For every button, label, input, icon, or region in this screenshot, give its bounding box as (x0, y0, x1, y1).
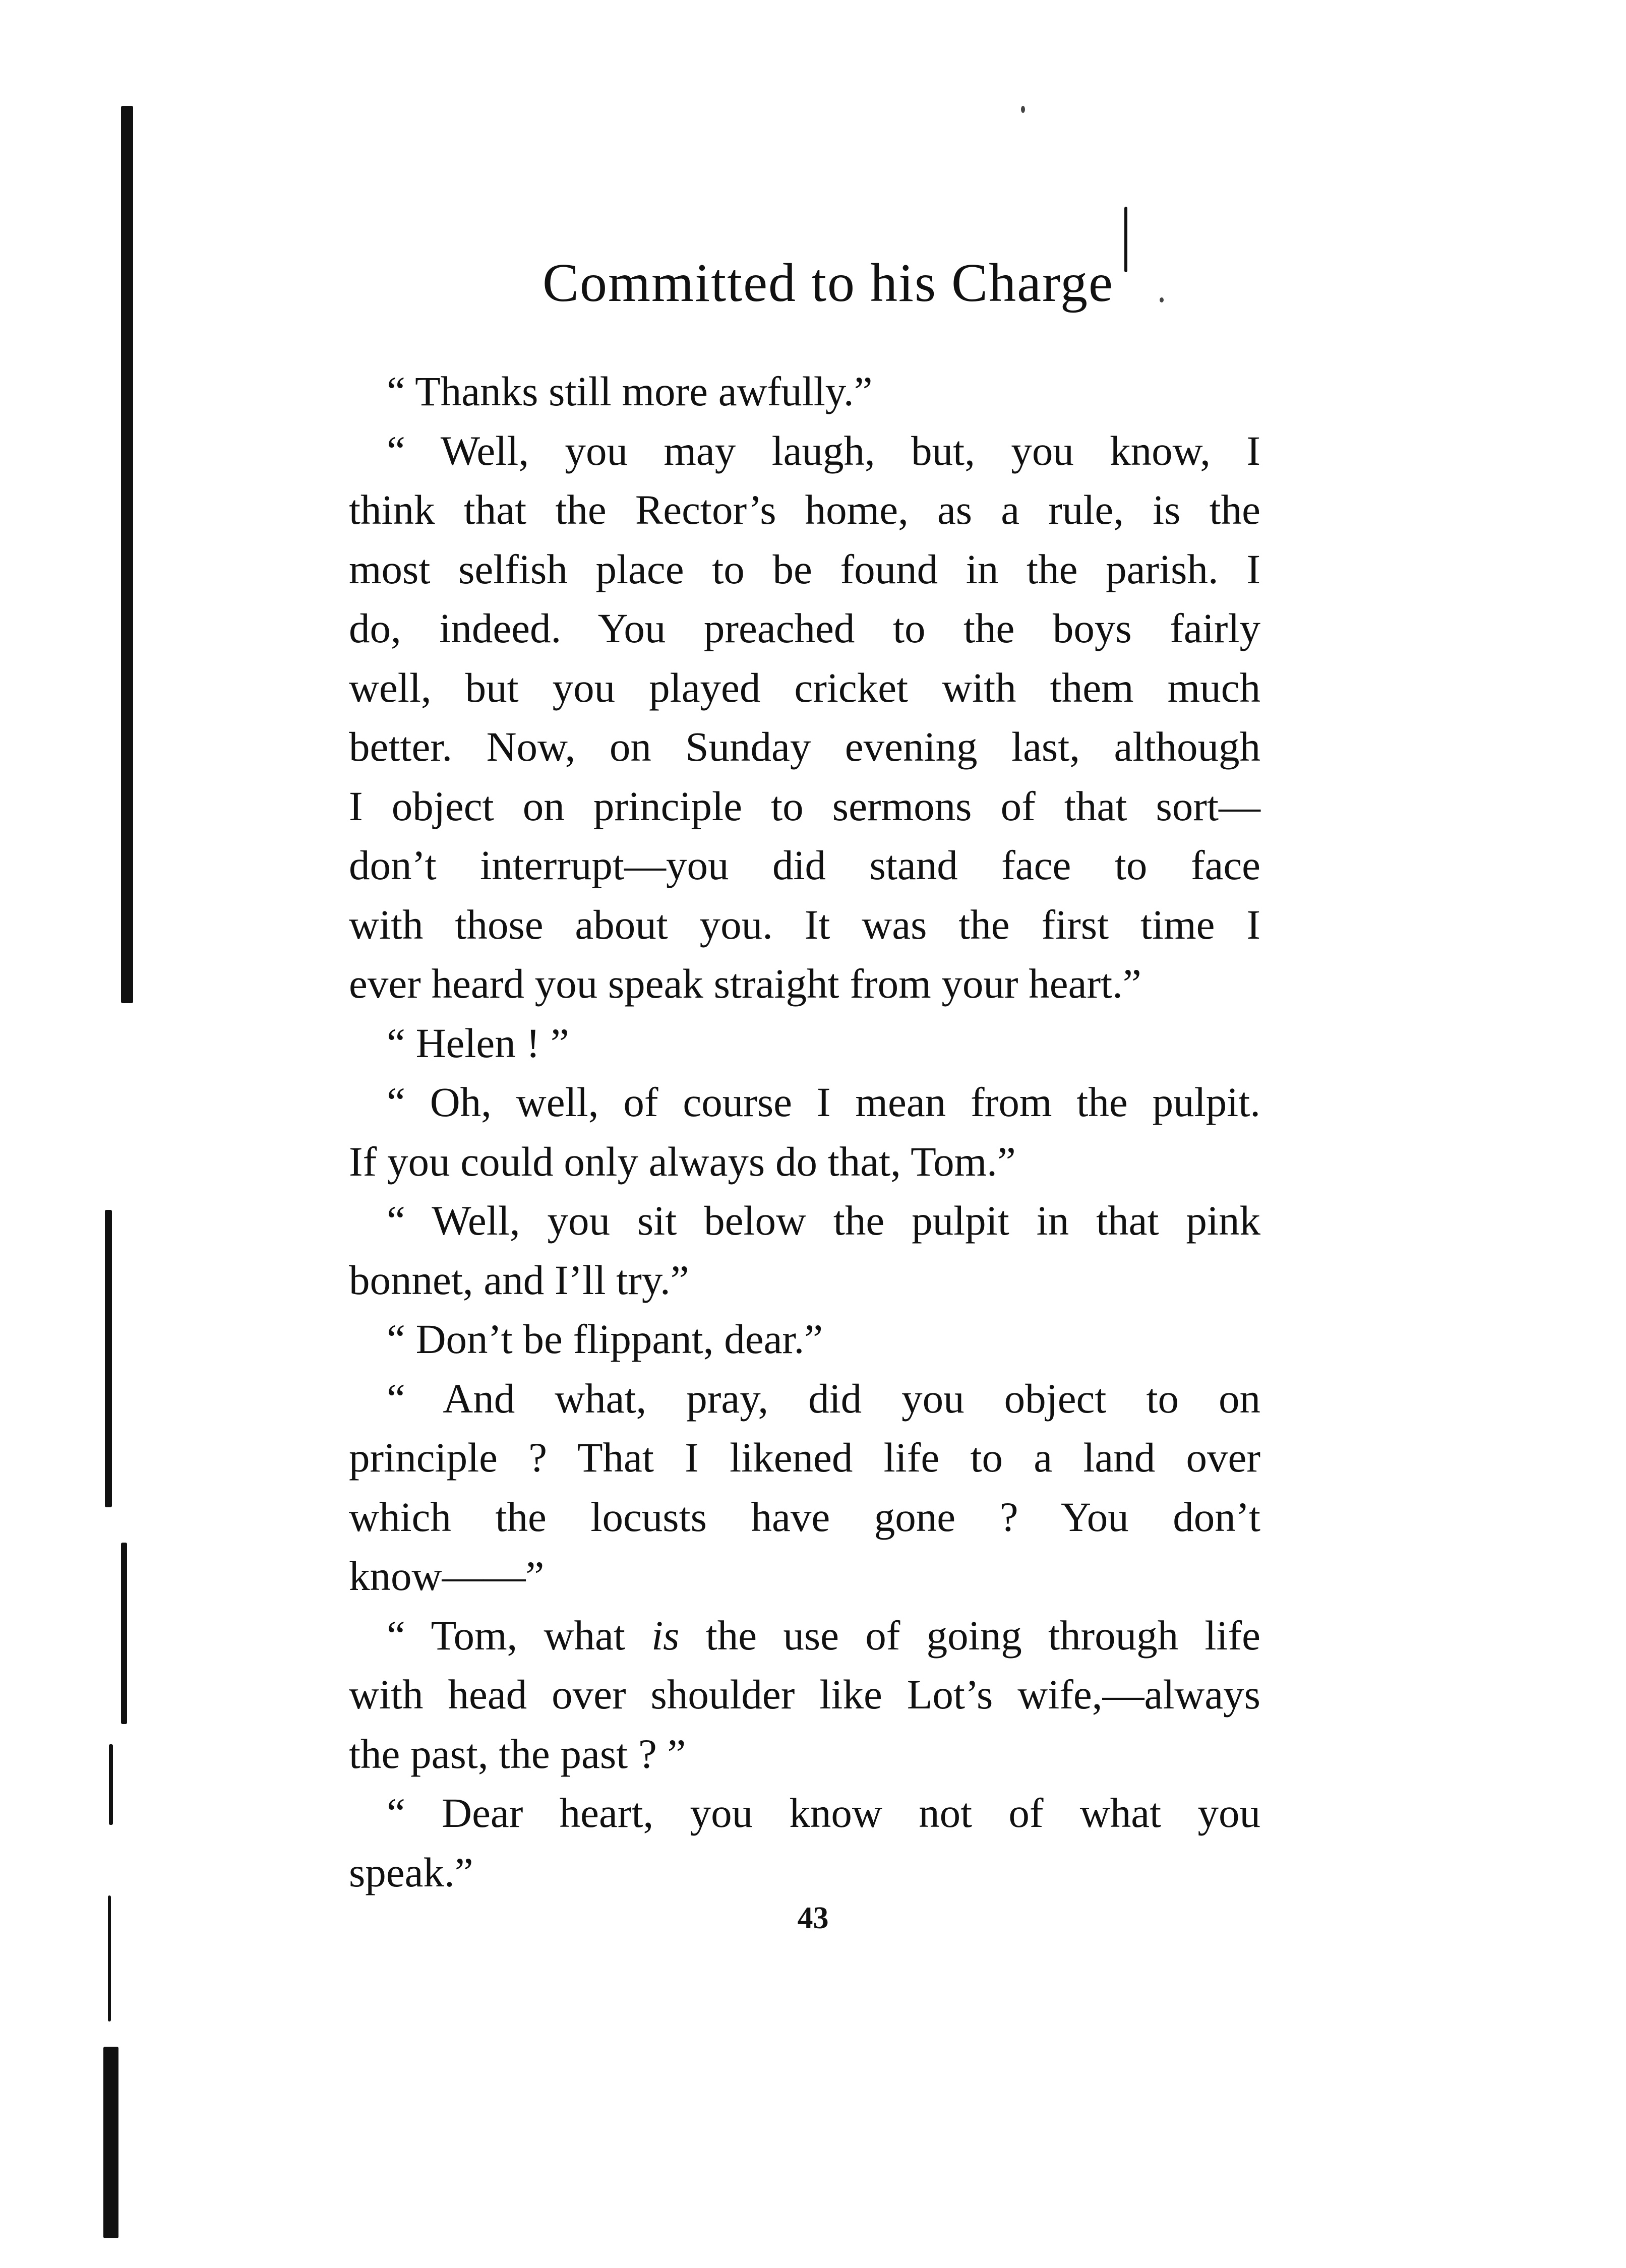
text-line: “ And what, pray, did you object to on (387, 1375, 1260, 1422)
text-line: ever heard you speak straight from your heart.” (349, 960, 1141, 1007)
text-line: which the locusts have gone ? You don’t (349, 1493, 1260, 1540)
running-head: Committed to his Charge (543, 253, 1114, 313)
text-line: with those about you. It was the first time I (349, 901, 1260, 948)
scan-edge-streak (121, 1543, 127, 1724)
text-line: better. Now, on Sunday evening last, although (349, 723, 1260, 770)
text-line: “ Oh, well, of course I mean from the pulpit. (387, 1079, 1260, 1125)
text-line: “ Helen ! ” (387, 1019, 569, 1066)
text-line: with head over shoulder like Lot’s wife,—always (349, 1671, 1260, 1718)
text-line: “ Don’t be flippant, dear.” (387, 1316, 823, 1362)
text-line: “ Dear heart, you know not of what you (387, 1790, 1260, 1836)
text-line: speak.” (349, 1849, 473, 1895)
text-line: know——” (349, 1553, 545, 1599)
text-line: well, but you played cricket with them much (349, 664, 1260, 711)
text-line: I object on principle to sermons of that sort— (349, 782, 1260, 829)
text-line: most selfish place to be found in the parish. I (349, 545, 1260, 592)
text-line: do, indeed. You preached to the boys fairly (349, 605, 1260, 651)
emphasis: is (651, 1612, 680, 1659)
text-line: the past, the past ? ” (349, 1730, 686, 1777)
scan-edge-streak (109, 1744, 113, 1825)
text-line: don’t interrupt—you did stand face to face (349, 842, 1260, 888)
text-line: “ Well, you may laugh, but, you know, I (387, 427, 1260, 474)
page-number: 43 (797, 1901, 829, 1935)
text-line: If you could only always do that, Tom.” (349, 1138, 1016, 1185)
text-line: principle ? That I likened life to a land over (349, 1434, 1260, 1481)
text-line: “ Tom, what is the use of going through life (387, 1612, 1260, 1659)
scan-edge-streak (103, 2047, 118, 2238)
scan-speck (1021, 106, 1025, 113)
text-line: think that the Rector’s home, as a rule, is the (349, 486, 1260, 533)
scan-edge-streak (105, 1210, 112, 1507)
text-line: bonnet, and I’ll try.” (349, 1256, 689, 1303)
body-text (349, 362, 1260, 1902)
scan-edge-streak (121, 106, 133, 1003)
text-line: “ Well, you sit below the pulpit in that pink (387, 1197, 1260, 1244)
text-line: “ Thanks still more awfully.” (387, 368, 873, 414)
